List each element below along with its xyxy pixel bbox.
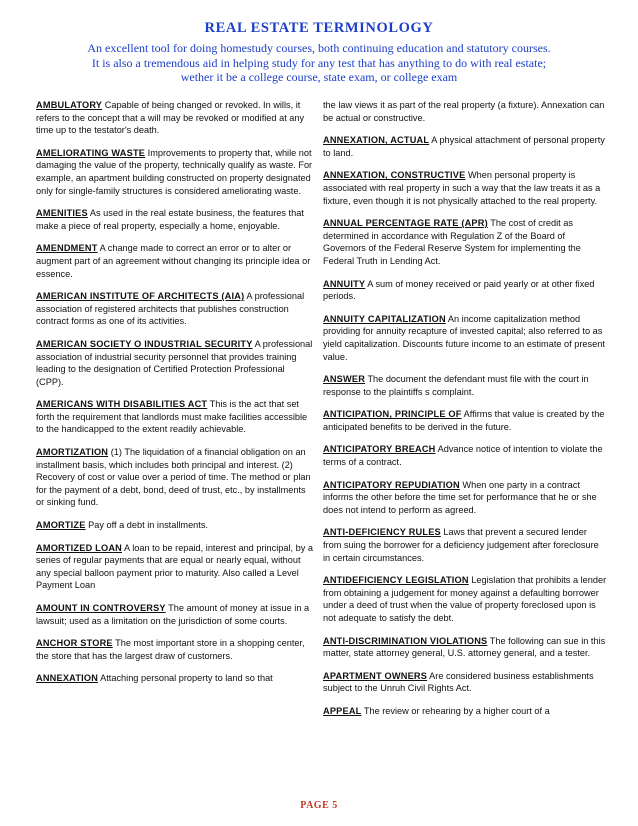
entry-term: ANTICIPATION, PRINCIPLE OF	[323, 409, 462, 420]
glossary-entry	[323, 313, 607, 363]
glossary-entry	[323, 574, 607, 624]
entry-term: AMBULATORY	[36, 100, 103, 110]
glossary-entry	[36, 242, 314, 280]
entry-term: AMENITIES	[36, 208, 88, 219]
entry-term: AMORTIZED LOAN	[36, 542, 122, 553]
entry-definition: The amount of money at issue in a lawsuit; used as a limitation on the jurisdiction of some courts.	[36, 603, 310, 626]
entry-definition: An income capitalization method providing for annuity recapture of invested capital; also referred to as yield capitalization. Discounts future income to an estimate of present value.	[323, 313, 605, 362]
entry-definition: The document the defendant must file with the court in response to the plaintiffs s complaint.	[323, 374, 589, 397]
entry-definition: Improvements to property that, while not damaging the value of the property, technically qualify as waste. For example, an apartment building constructed on property designated only for single-family structures is considered ameliorating waste.	[36, 147, 313, 196]
entry-term: ANTI-DEFICIENCY RULES	[323, 527, 441, 538]
entry-term: ANSWER	[323, 374, 366, 385]
entry-definition: Advance notice of intention to violate the terms of a contract.	[323, 444, 603, 468]
glossary-entry-continued	[323, 99, 607, 124]
subtitle-line-3: wether it be a college course, state exam, or college exam	[180, 70, 458, 84]
glossary-entry	[323, 373, 607, 398]
glossary-entry	[36, 519, 314, 532]
glossary-entry	[36, 147, 314, 197]
entry-definition: When personal property is associated with real property in such a way that the law treats it as a fixture, even though it is not physically attached to the real property.	[323, 170, 601, 206]
glossary-entry	[323, 526, 607, 564]
entry-definition: A professional association of industrial security personnel that provides training leading to the designation of Certified Protection Professional (CPP).	[36, 338, 313, 387]
entry-term: AMOUNT IN CONTROVERSY	[36, 603, 166, 613]
entry-definition: A professional association of registered architects that publishes construction contract forms as one of its activities.	[36, 291, 305, 327]
entry-term: ANNUITY CAPITALIZATION	[323, 313, 446, 324]
entry-term: ANNEXATION	[36, 673, 99, 684]
entry-term: AMERICANS WITH DISABILITIES ACT	[36, 399, 208, 410]
entry-term: ANTIDEFICIENCY LEGISLATION	[323, 575, 469, 586]
entry-term: AMERICAN SOCIETY O INDUSTRIAL SECURITY	[36, 338, 253, 349]
glossary-entry	[36, 338, 314, 388]
entry-term: ANTICIPATORY REPUDIATION	[323, 479, 460, 490]
entry-definition: (1) The liquidation of a financial obligation on an installment basis, which includes both principal and interest. (2) Recovery of cost or value over a period of time. The method or plan for the payment of a debt, bond, deed of trust, etc., by installments or sinking fund.	[36, 447, 311, 508]
glossary-entry	[323, 408, 607, 433]
glossary-entry	[323, 134, 607, 159]
glossary-entry	[36, 207, 314, 232]
entry-term: ANNUAL PERCENTAGE RATE (APR)	[323, 218, 488, 229]
entry-term: APARTMENT OWNERS	[323, 670, 428, 681]
entry-definition: Legislation that prohibits a lender from obtaining a judgement for money against a defaulting borrower under a deed of trust when the value of property foreclosed upon is not adequate to satisfy the debt.	[323, 575, 607, 623]
entry-definition: When one party in a contract informs the other before the time set for performance that he or she does not intend to perform as agreed.	[323, 479, 597, 515]
left-column	[36, 99, 314, 695]
entry-definition: Attaching personal property to land so that	[100, 673, 273, 684]
entry-term: AMERICAN INSTITUTE OF ARCHITECTS (AIA)	[36, 291, 245, 302]
entry-term: AMENDMENT	[36, 243, 98, 254]
glossary-entry	[36, 446, 314, 509]
entry-term: AMELIORATING WASTE	[36, 147, 146, 158]
page-number: PAGE 5	[300, 800, 338, 811]
page-title: REAL ESTATE TERMINOLOGY	[204, 20, 434, 36]
glossary-entry	[36, 398, 314, 436]
glossary-entry	[36, 99, 314, 137]
entry-definition: This is the act that set forth the requirement that landlords must make facilities accessible to the handicapped to the extent readily achievable.	[36, 399, 308, 435]
glossary-entry	[36, 290, 314, 328]
entry-definition: A physical attachment of personal property to land.	[323, 135, 605, 158]
entry-definition: The review or rehearing by a higher court of a	[363, 705, 550, 716]
glossary-entry	[323, 217, 607, 267]
entry-term: ANCHOR STORE	[36, 638, 113, 649]
glossary-entry	[323, 479, 607, 517]
entry-definition: Capable of being changed or revoked. In wills, it refers to the concept that a will may be revoked or modified at any time up to the testator's death.	[36, 100, 305, 136]
page-header	[0, 20, 638, 85]
entry-definition: The following can sue in this matter, state attorney general, U.S. attorney general, and a tester.	[323, 635, 606, 659]
glossary-entry	[323, 705, 607, 718]
glossary-entry	[323, 278, 607, 303]
glossary-entry	[36, 672, 314, 685]
entry-term: AMORTIZE	[36, 520, 86, 531]
glossary-entry	[36, 602, 314, 627]
entry-term: ANTI-DISCRIMINATION VIOLATIONS	[323, 635, 488, 646]
subtitle-line-1: An excellent tool for doing homestudy courses, both continuing education and statutory courses.	[87, 41, 551, 55]
entry-definition: the law views it as part of the real property (a fixture). Annexation can be actual or constructive.	[323, 100, 605, 123]
glossary-entry	[36, 637, 314, 662]
entry-definition: The cost of credit as determined in accordance with Regulation Z of the Board of Governors of the Federal Reserve System for implementing the Federal Truth in Lending Act.	[323, 218, 581, 266]
entry-definition: Laws that prevent a secured lender from suing the borrower for a deficiency judgement after foreclosure in certain circumstances.	[323, 527, 599, 563]
glossary-entry	[323, 670, 607, 695]
entry-term: ANNEXATION, CONSTRUCTIVE	[323, 170, 466, 181]
entry-term: AMORTIZATION	[36, 447, 109, 458]
entry-definition: Affirms that value is created by the anticipated benefits to be derived in the future.	[323, 409, 605, 432]
entry-term: ANNEXATION, ACTUAL	[323, 135, 430, 146]
entry-definition: A loan to be repaid, interest and principal, by a series of regular payments that are equal or nearly equal, without any special balloon payment prior to maturity. Also called a Level Payment Loan	[36, 542, 314, 591]
subtitle-line-2: It is also a tremendous aid in helping study for any test that has anything to do with real estate;	[91, 55, 547, 70]
entry-term: ANTICIPATORY BREACH	[323, 444, 436, 455]
glossary-entry	[36, 542, 314, 592]
glossary-entry	[323, 635, 607, 660]
glossary-entry	[323, 443, 607, 468]
entry-term: APPEAL	[323, 705, 362, 716]
entry-definition: The most important store in a shopping center, the store that has the largest draw of customers.	[36, 638, 305, 661]
entry-term: ANNUITY	[323, 278, 366, 289]
entry-definition: A sum of money received or paid yearly or at other fixed periods.	[323, 278, 595, 302]
glossary-entry	[323, 169, 607, 207]
right-column	[323, 99, 607, 728]
entry-definition: Are considered business establishments subject to the Unruh Civil Rights Act.	[323, 670, 594, 694]
entry-definition: Pay off a debt in installments.	[88, 520, 208, 531]
entry-definition: As used in the real estate business, the features that make a piece of real property, especially a home, enjoyable.	[36, 208, 304, 231]
entry-definition: A change made to correct an error or to alter or augment part of an agreement without changing its principle idea or essence.	[36, 243, 311, 279]
